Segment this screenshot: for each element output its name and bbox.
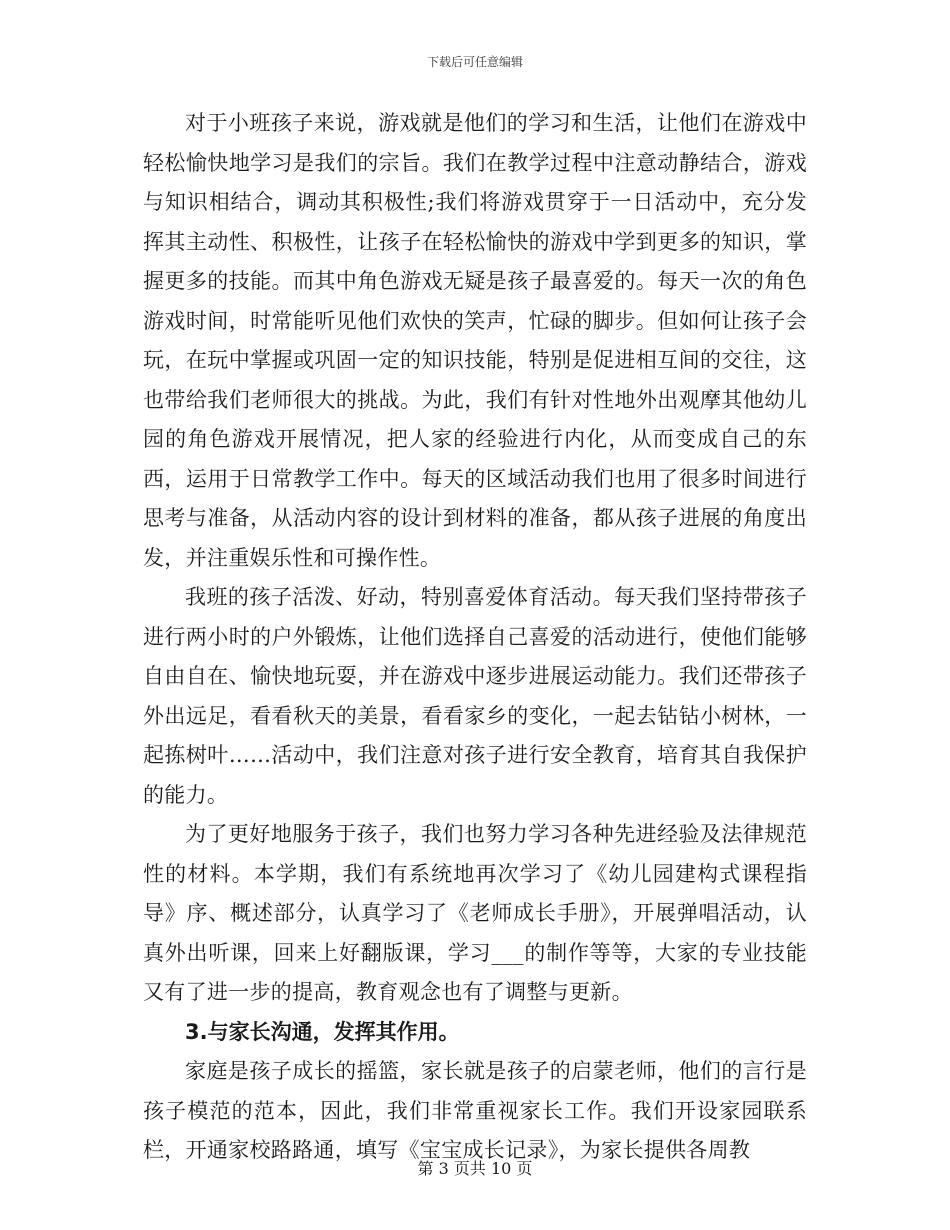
page-number-footer: 第 3 页共 10 页 [417, 1159, 533, 1178]
paragraph-outdoor-activities: 我班的孩子活泼、好动，特别喜爱体育活动。每天我们坚持带孩子进行两小时的户外锻炼，让他们选择自己喜爱的活动进行，使他们能够自由自在、愉快地玩耍，并在游戏中逐步进展运动能力。我们还带孩子外出远足，看看秋天的美景，看看家乡的变化，一起去钻钻小树林，一起拣树叶……活动中，我们注意对孩子进行安全教育，培育其自我保护的能力。 [143, 585, 807, 807]
paragraph-parent-work: 家庭是孩子成长的摇篮，家长就是孩子的启蒙老师，他们的言行是孩子模范的范本，因此，我们非常重视家长工作。我们开设家园联系栏，开通家校路路通，填写《宝宝成长记录》，为家长提供各周教 [143, 1059, 807, 1162]
page-header-note: 下载后可任意编辑 [426, 55, 523, 69]
paragraph-teacher-learning: 为了更好地服务于孩子，我们也努力学习各种先进经验及法律规范性的材料。本学期，我们有系统地再次学习了《幼儿园建构式课程指导》序、概述部分，认真学习了《老师成长手册》，开展弹唱活动，认真外出听课，回来上好翻版课，学习___的制作等等，大家的专业技能又有了进一步的提高，教育观念也有了调整与更新。 [143, 822, 807, 1004]
section-heading-parent-communication: 3.与家长沟通，发挥其作用。 [185, 1019, 460, 1044]
document-body [143, 104, 807, 1171]
paragraph-role-play-games: 对于小班孩子来说，游戏就是他们的学习和生活，让他们在游戏中轻松愉快地学习是我们的宗旨。我们在教学过程中注意动静结合，游戏与知识相结合，调动其积极性;我们将游戏贯穿于一日活动中，充分发挥其主动性、积极性，让孩子在轻松愉快的游戏中学到更多的知识，掌握更多的技能。而其中角色游戏无疑是孩子最喜爱的。每天一次的角色游戏时间，时常能听见他们欢快的笑声，忙碌的脚步。但如何让孩子会玩，在玩中掌握或巩固一定的知识技能，特别是促进相互间的交往，这也带给我们老师很大的挑战。为此，我们有针对性地外出观摩其他幼儿园的角色游戏开展情况，把人家的经验进行内化，从而变成自己的东西，运用于日常教学工作中。每天的区域活动我们也用了很多时间进行思考与准备，从活动内容的设计到材料的准备，都从孩子进展的角度出发，并注重娱乐性和可操作性。 [143, 111, 807, 570]
